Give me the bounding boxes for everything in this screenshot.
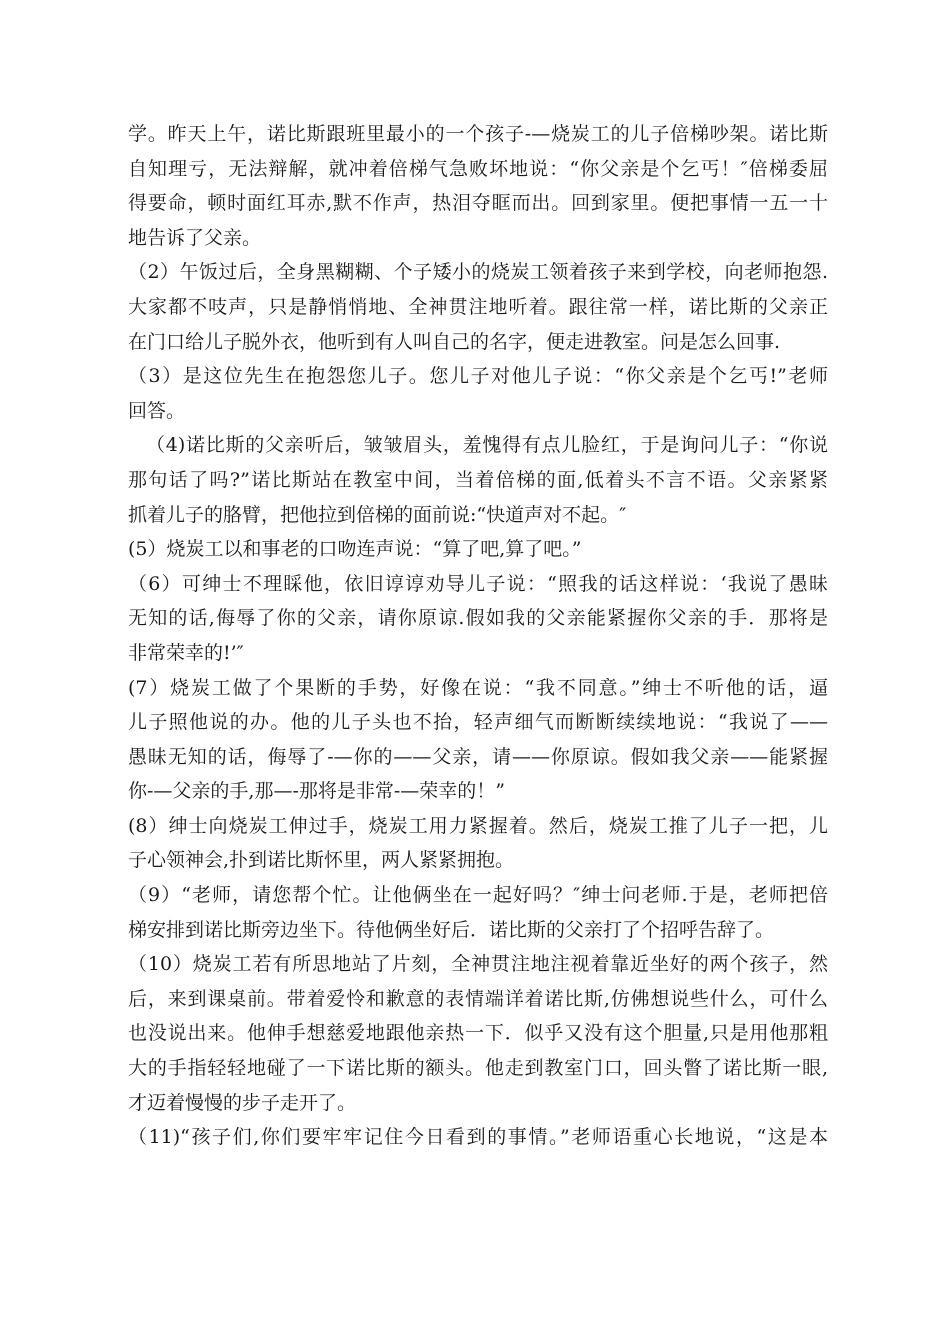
text-line: 子心领神会,扑到诺比斯怀里，两人紧紧拥抱。 [128, 849, 515, 872]
text-line: 地告诉了父亲。 [128, 226, 262, 249]
text-line: (5）烧炭工以和事老的口吻连声说：“算了吧,算了吧。” [128, 538, 582, 561]
text-line: (7）烧炭工做了个果断的手势，好像在说：“我不同意。”绅士不听他的话，逼 [128, 676, 828, 699]
text-line: （10）烧炭工若有所思地站了片刻，全神贯注地注视着靠近坐好的两个孩子，然 [128, 953, 828, 976]
text-line: 自知理亏，无法辩解，就冲着倍梯气急败坏地说：“你父亲是个乞丐！″倍梯委屈 [128, 157, 828, 180]
text-line: 也没说出来。他伸手想慈爱地跟他亲热一下．似乎又没有这个胆量,只是用他那粗 [128, 1022, 828, 1045]
text-line: （4)诺比斯的父亲听后，皱皱眉头，羞愧得有点儿脸红，于是询问儿子：“你说 [146, 434, 828, 457]
text-line: （9）“老师，请您帮个忙。让他俩坐在一起好吗？″绅士问老师.于是，老师把倍 [128, 884, 828, 907]
text-line: 儿子照他说的办。他的儿子头也不抬，轻声细气而断断续续地说：“我说了—— [128, 711, 828, 734]
text-line: （2）午饭过后，全身黑糊糊、个子矮小的烧炭工领着孩子来到学校，向老师抱怨. [128, 261, 828, 284]
text-line: 你-—父亲的手,那—-那将是非常-—荣幸的！” [128, 780, 506, 803]
text-line: 学。昨天上午，诺比斯跟班里最小的一个孩子-—烧炭工的儿子倍梯吵架。诺比斯 [128, 123, 828, 145]
text-line: 才迈着慢慢的步子走开了。 [128, 1091, 357, 1114]
text-line: （3）是这位先生在抱怨您儿子。您儿子对他儿子说：“你父亲是个乞丐!”老师 [128, 365, 828, 388]
document-text-body [128, 117, 828, 1155]
text-line: 抓着儿子的胳臂，把他拉到倍梯的面前说:“快道声对不起。″ [128, 503, 627, 526]
text-line: 愚昧无知的话，侮辱了-—你的——父亲，请——你原谅。假如我父亲——能紧握 [128, 745, 828, 768]
text-line: （11)“孩子们,你们要牢牢记住今日看到的事情。”老师语重心长地说，“这是本 [128, 1126, 828, 1149]
text-line: 回答。 [128, 399, 186, 422]
text-line: 那句话了吗?”诺比斯站在教室中间，当着倍梯的面,低着头不言不语。父亲紧紧 [128, 468, 828, 491]
text-line: 大的手指轻轻地碰了一下诺比斯的额头。他走到教室门口，回头瞥了诺比斯一眼, [128, 1057, 828, 1080]
text-line: 得要命，顿时面红耳赤,默不作声，热泪夺眶而出。回到家里。便把事情一五一十 [128, 192, 828, 215]
text-line: 大家都不吱声，只是静悄悄地、全神贯注地听着。跟往常一样，诺比斯的父亲正 [128, 295, 828, 318]
text-line: （6）可绅士不理睬他，依旧谆谆劝导儿子说：“照我的话这样说：‘我说了愚昧 [128, 572, 828, 595]
text-line: 无知的话,侮辱了你的父亲，请你原谅.假如我的父亲能紧握你父亲的手．那将是 [128, 607, 828, 630]
text-line: (8）绅士向烧炭工伸过手，烧炭工用力紧握着。然后，烧炭工推了儿子一把，儿 [128, 814, 828, 837]
text-line: 在门口给儿子脱外衣，他听到有人叫自己的名字，便走进教室。问是怎么回事. [128, 330, 781, 353]
text-line: 非常荣幸的!’″ [128, 641, 244, 664]
text-line: 后，来到课桌前。带着爱怜和歉意的表情端详着诺比斯,仿佛想说些什么，可什么 [128, 987, 828, 1010]
text-line: 梯安排到诺比斯旁边坐下。待他俩坐好后．诺比斯的父亲打了个招呼告辞了。 [128, 918, 775, 941]
